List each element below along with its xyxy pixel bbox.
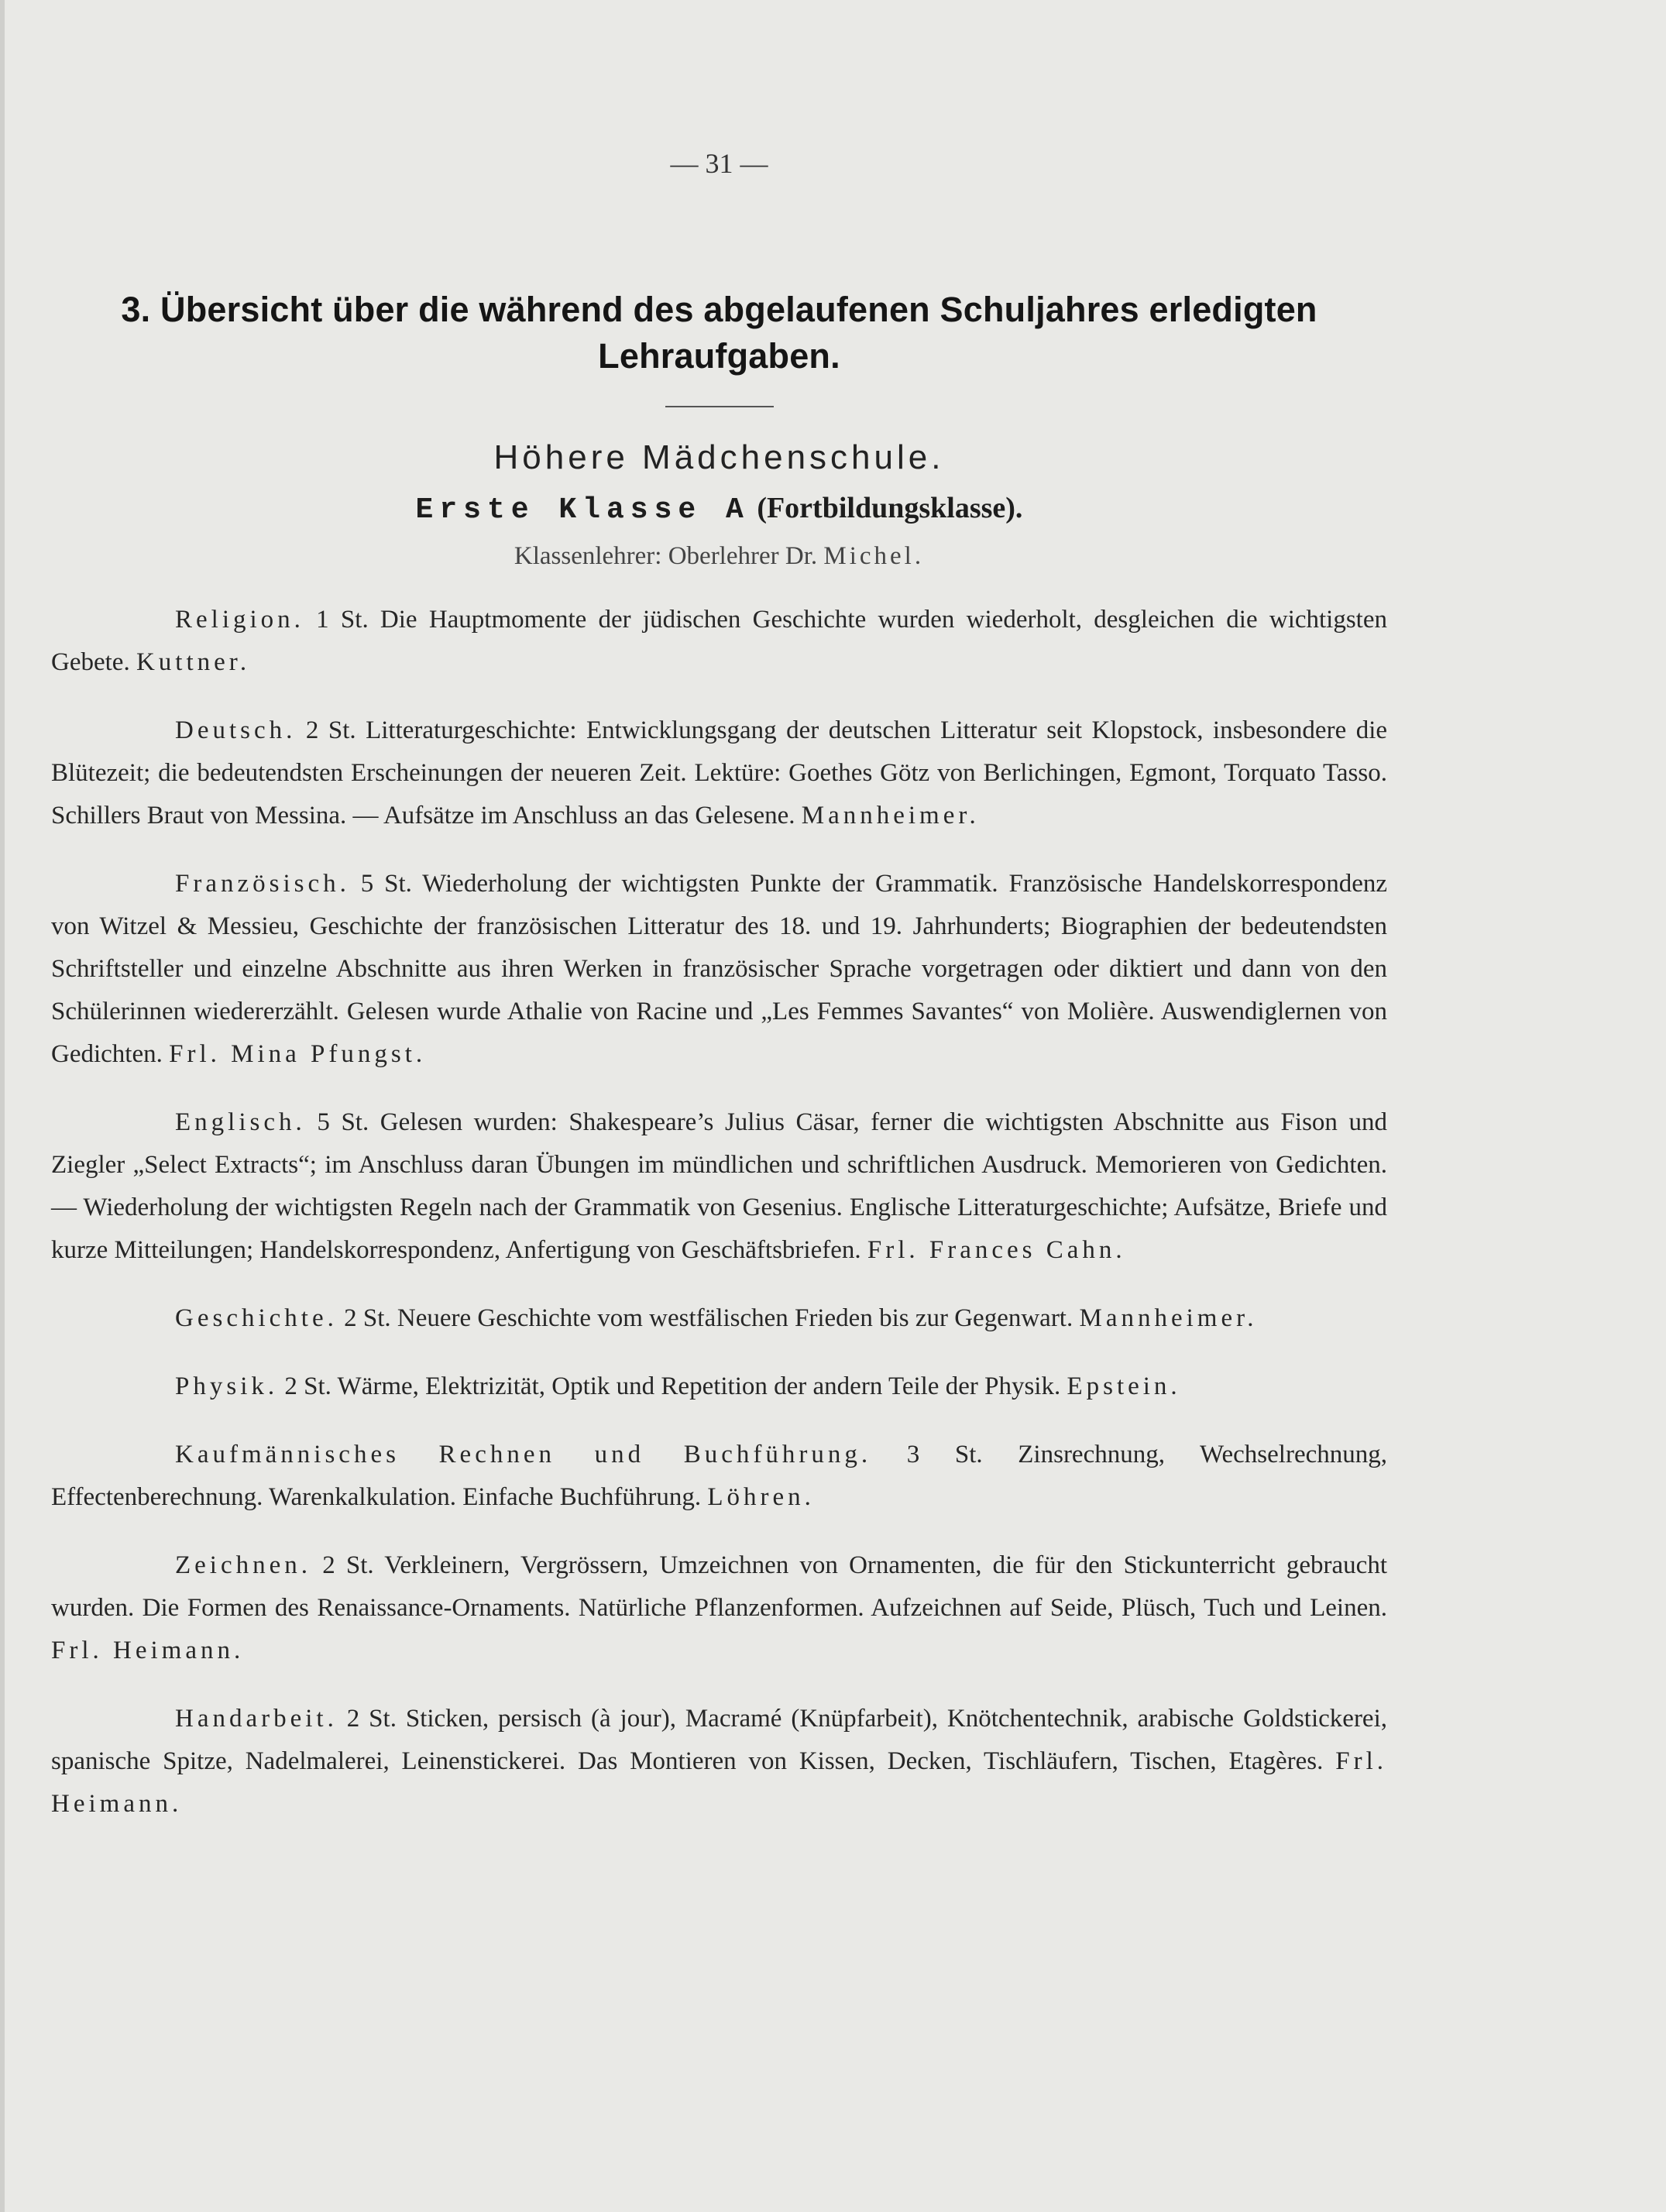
section-heading-line2: Lehraufgaben. — [598, 336, 840, 376]
class-header — [51, 491, 1387, 527]
class-teacher-name: Michel. — [823, 542, 925, 570]
subject-franzoesisch — [51, 863, 1387, 1076]
subject-geschichte — [51, 1297, 1387, 1340]
subject-title: Religion. — [175, 606, 304, 634]
subject-englisch — [51, 1101, 1387, 1272]
subject-text: 2 St. Litteraturgeschichte: Entwicklungsgang der deutschen Litteratur seit Klopstock, insbesondere die Blütezeit; die bedeutendsten Erscheinungen der neueren Zeit. Lektüre: Goethes Götz von Berlichingen, Egmont, Torquato Tasso. Schillers Braut von Messina. — Aufsätze im Anschluss an das Gelesene. — [51, 716, 1388, 830]
class-header-name: Erste Klasse A — [415, 493, 750, 527]
subject-title: Kaufmännisches Rechnen und Buchführung. — [175, 1441, 872, 1468]
subject-title: Geschichte. — [175, 1304, 338, 1332]
subject-text: 5 St. Wiederholung der wichtigsten Punkte der Grammatik. Französische Handelskorrespondenz von Witzel & Messieu, Geschichte der französischen Litteratur des 18. und 19. Jahrhunderts; Biographien der bedeutendsten Schriftsteller und einzelne Abschnitte aus ihren Werken in französischer Sprache vorgetragen oder diktiert und dann von den Schülerinnen wiedererzählt. Gelesen wurde Athalie von Racine und „Les Femmes Savantes“ von Molière. Auswendiglernen von Gedichten. — [51, 870, 1387, 1068]
subject-title: Französisch. — [175, 870, 350, 898]
subject-list — [51, 599, 1387, 1826]
subject-teacher: Kuttner. — [136, 648, 251, 676]
subject-text: 3 St. Zinsrechnung, Wechselrechnung, Effectenberechnung. Warenkalkulation. Einfache Buchführung. — [51, 1441, 1387, 1511]
subject-title: Handarbeit. — [175, 1705, 338, 1733]
subject-title: Deutsch. — [175, 716, 297, 744]
subject-physik — [51, 1365, 1387, 1408]
subject-teacher: Frl. Frances Cahn. — [867, 1236, 1126, 1264]
divider — [665, 406, 774, 407]
document-page — [51, 147, 1387, 1851]
class-teacher-prefix: Klassenlehrer: Oberlehrer Dr. — [514, 542, 818, 570]
subject-text: 2 St. Sticken, persisch (à jour), Macramé (Knüpfarbeit), Knötchentechnik, arabische Goldstickerei, spanische Spitze, Nadelmalerei, Leinenstickerei. Das Montieren von Kissen, Decken, Tischläufern, Tischen, Etagères. — [51, 1705, 1387, 1775]
subject-kaufmaennisches-rechnen — [51, 1434, 1387, 1519]
section-heading — [51, 287, 1387, 380]
subject-text: 2 St. Wärme, Elektrizität, Optik und Repetition der andern Teile der Physik. — [284, 1372, 1061, 1400]
section-heading-line1: 3. Übersicht über die während des abgelaufenen Schuljahres erledigten — [121, 290, 1317, 329]
subject-handarbeit — [51, 1698, 1387, 1826]
subject-religion — [51, 599, 1387, 684]
subject-teacher: Frl. Mina Pfungst. — [169, 1040, 427, 1068]
subject-text: 5 St. Gelesen wurden: Shakespeare’s Julius Cäsar, ferner die wichtigsten Abschnitte aus Fison und Ziegler „Select Extracts“; im Anschluss daran Übungen im mündlichen und schriftlichen Ausdruck. Memorieren von Gedichten. — Wiederholung der wichtigsten Regeln nach der Grammatik von Gesenius. Englische Litteraturgeschichte; Aufsätze, Briefe und kurze Mitteilungen; Handelskorrespondenz, Anfertigung von Geschäftsbriefen. — [51, 1108, 1388, 1264]
subject-teacher: Frl. Heimann. — [51, 1637, 245, 1664]
subject-teacher: Mannheimer. — [801, 802, 980, 830]
subject-teacher: Frl. Heimann. — [51, 1747, 1387, 1818]
subject-teacher: Löhren. — [707, 1483, 815, 1511]
subject-text: 1 St. Die Hauptmomente der jüdischen Geschichte wurden wiederholt, desgleichen die wichtigsten Gebete. — [51, 606, 1387, 676]
subject-text: 2 St. Verkleinern, Vergrössern, Umzeichnen von Ornamenten, die für den Stickunterricht gebraucht wurden. Die Formen des Renaissance-Ornaments. Natürliche Pflanzenformen. Aufzeichnen auf Seide, Plüsch, Tuch und Leinen. — [51, 1551, 1388, 1622]
subject-deutsch — [51, 709, 1387, 837]
page-number: — 31 — — [670, 148, 768, 179]
subject-teacher: Epstein. — [1067, 1372, 1181, 1400]
subject-teacher: Mannheimer. — [1079, 1304, 1258, 1332]
class-header-type: (Fortbildungsklasse). — [757, 492, 1023, 524]
subject-title: Zeichnen. — [175, 1551, 312, 1579]
subject-title: Englisch. — [175, 1108, 306, 1136]
subject-title: Physik. — [175, 1372, 279, 1400]
school-title: Höhere Mädchenschule. — [493, 438, 945, 476]
class-teacher — [51, 542, 1387, 571]
scan-edge — [0, 0, 5, 2212]
subject-zeichnen — [51, 1544, 1387, 1672]
subject-text: 2 St. Neuere Geschichte vom westfälischen Frieden bis zur Gegenwart. — [344, 1304, 1073, 1332]
